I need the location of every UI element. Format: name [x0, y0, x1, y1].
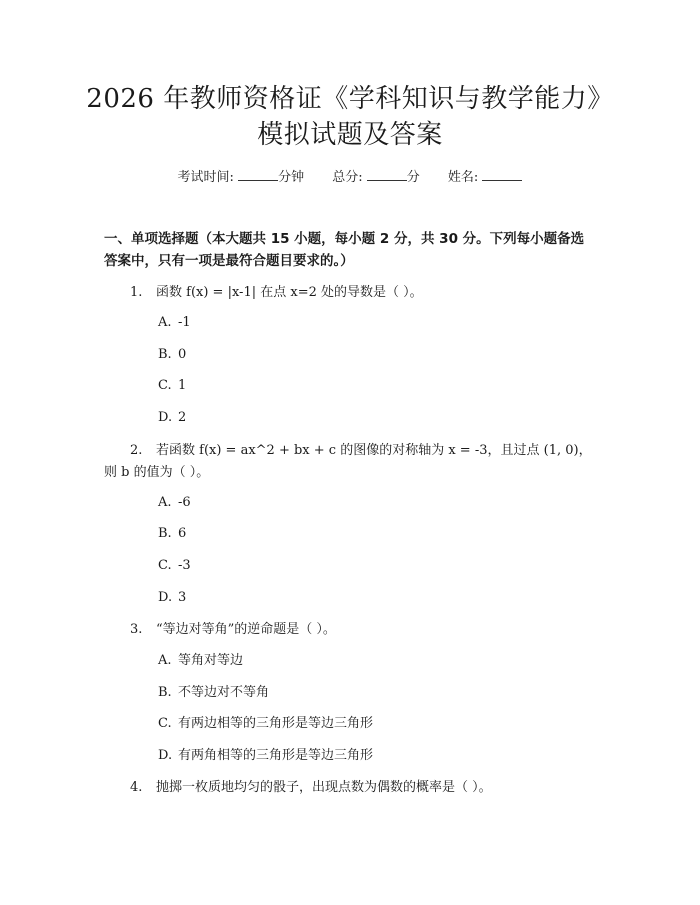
option-letter: C.: [158, 378, 172, 393]
exam-time-label: 考试时间:: [177, 170, 234, 185]
option-text: -1: [178, 315, 191, 330]
q3-option-d: [158, 746, 373, 766]
q1-option-d: [158, 408, 186, 428]
exam-time-unit: 分钟: [278, 170, 305, 185]
question-number: 2.: [130, 443, 143, 458]
question-text: 若函数 f(x) = ax^2 + bx + c 的图像的对称轴为 x = -3，且过点 (1, 0)，则 b 的值为（ ）。: [104, 443, 592, 480]
exam-title-line-1: 2026 年教师资格证《学科知识与教学能力》: [86, 84, 614, 114]
option-text: 0: [178, 347, 187, 362]
option-text: -6: [178, 495, 191, 510]
option-letter: D.: [158, 590, 173, 605]
option-letter: C.: [158, 558, 172, 573]
q2-option-a: [158, 493, 191, 513]
question-text: 函数 f(x) = |x-1| 在点 x=2 处的导数是（ ）。: [156, 285, 423, 300]
exam-time-field: [178, 170, 309, 185]
q1-option-b: [158, 345, 186, 365]
question-1: [104, 282, 594, 304]
q3-option-a: [158, 651, 243, 671]
option-letter: C.: [158, 716, 172, 731]
name-field: [448, 170, 523, 185]
exam-meta-line: [0, 168, 700, 188]
option-text: 等角对等边: [178, 653, 244, 668]
question-number: 4.: [130, 780, 143, 795]
option-letter: A.: [158, 495, 172, 510]
exam-time-blank: [238, 168, 278, 181]
option-letter: A.: [158, 315, 172, 330]
total-score-label: 总分:: [332, 170, 363, 185]
option-text: -3: [178, 558, 191, 573]
option-letter: D.: [158, 410, 173, 425]
option-text: 不等边对不等角: [178, 685, 270, 700]
question-text: 抛掷一枚质地均匀的骰子，出现点数为偶数的概率是（ ）。: [156, 780, 492, 795]
option-letter: A.: [158, 653, 172, 668]
total-score-unit: 分: [406, 170, 420, 185]
question-3: [104, 619, 594, 641]
question-number: 3.: [130, 622, 143, 637]
option-letter: B.: [158, 347, 172, 362]
option-text: 1: [178, 378, 187, 393]
question-number: 1.: [130, 285, 143, 300]
total-score-blank: [367, 168, 407, 181]
option-text: 有两角相等的三角形是等边三角形: [178, 748, 374, 763]
option-text: 3: [178, 590, 187, 605]
option-letter: B.: [158, 526, 172, 541]
q1-option-a: [158, 313, 191, 333]
option-letter: B.: [158, 685, 172, 700]
exam-title-line-2: 模拟试题及答案: [257, 120, 443, 150]
name-blank: [482, 168, 522, 181]
question-4: [104, 777, 594, 799]
option-text: 有两边相等的三角形是等边三角形: [178, 716, 374, 731]
name-label: 姓名:: [447, 170, 479, 185]
option-text: 2: [178, 410, 187, 425]
q1-option-c: [158, 376, 186, 396]
q3-option-b: [158, 683, 269, 703]
q2-option-b: [158, 524, 186, 544]
section-heading: 一、单项选择题（本大题共 15 小题，每小题 2 分，共 30 分。下列每小题备选答案中，只有一项是最符合题目要求的。）: [104, 231, 585, 269]
question-text: “等边对等角”的逆命题是（ ）。: [156, 622, 336, 637]
question-2: [104, 440, 594, 484]
total-score-field: [332, 170, 424, 185]
option-text: 6: [178, 526, 187, 541]
option-letter: D.: [158, 748, 173, 763]
q2-option-d: [158, 588, 186, 608]
q3-option-c: [158, 714, 373, 734]
q2-option-c: [158, 556, 191, 576]
